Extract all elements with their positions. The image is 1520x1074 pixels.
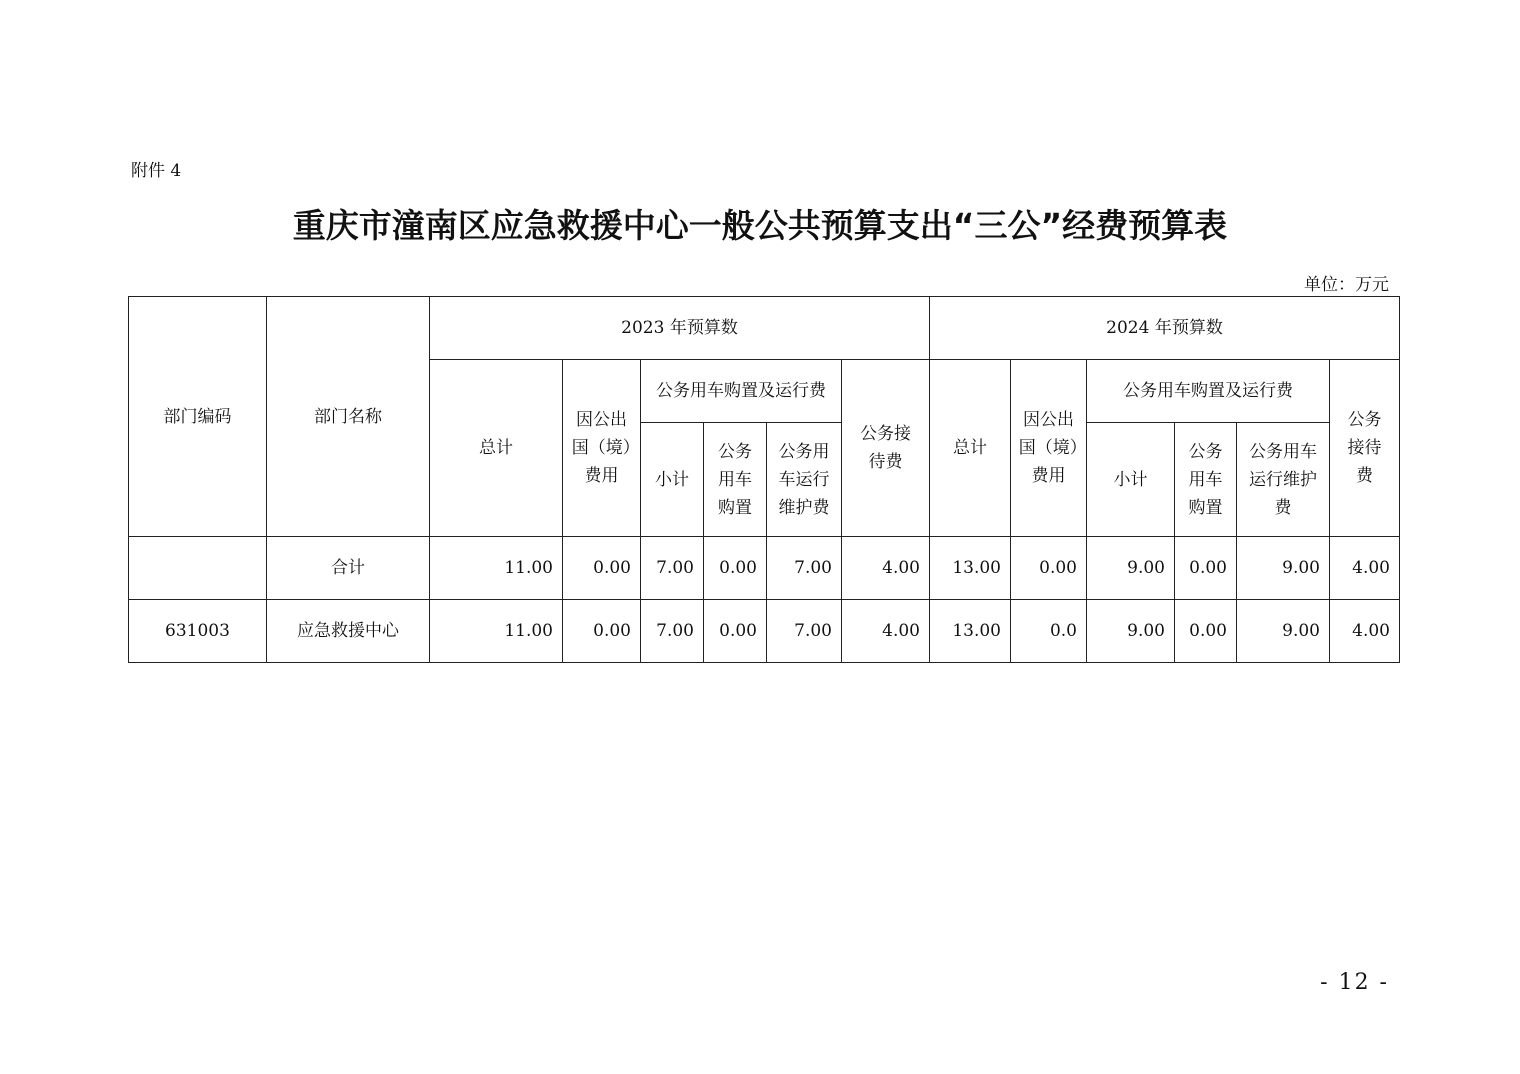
budget-table [128,296,1400,663]
cell-2023-subtotal: 7.00 [641,537,704,600]
page-title: 重庆市潼南区应急救援中心一般公共预算支出“三公”经费预算表 [292,206,1228,245]
attachment-label: 附件 4 [131,161,182,181]
cell-2023-total: 11.00 [430,537,563,600]
cell-2023-reception: 4.00 [842,600,930,663]
row-name: 应急救援中心 [267,600,430,663]
header-2024-vehicle-group: 公务用车购置及运行费 [1087,360,1330,423]
header-2024-vehicle-maint: 公务用车运行维护费 [1237,423,1330,537]
cell-2023-abroad: 0.00 [563,537,641,600]
cell-2023-purchase: 0.00 [704,537,767,600]
row-code [129,537,267,600]
table-row [129,600,1400,663]
cell-2024-total: 13.00 [930,537,1011,600]
table-row [129,537,1400,600]
cell-2023-abroad: 0.00 [563,600,641,663]
cell-2024-purchase: 0.00 [1175,600,1237,663]
cell-2024-purchase: 0.00 [1175,537,1237,600]
cell-2023-purchase: 0.00 [704,600,767,663]
cell-2024-subtotal: 9.00 [1087,600,1175,663]
cell-2023-subtotal: 7.00 [641,600,704,663]
header-2024-vehicle-purchase: 公务用车购置 [1175,423,1237,537]
row-code: 631003 [129,600,267,663]
row-name: 合计 [267,537,430,600]
cell-2024-maint: 9.00 [1237,537,1330,600]
header-dept-code: 部门编码 [129,297,267,537]
cell-2024-total: 13.00 [930,600,1011,663]
cell-2023-maint: 7.00 [767,537,842,600]
cell-2023-total: 11.00 [430,600,563,663]
unit-label: 单位：万元 [1304,275,1389,295]
cell-2024-maint: 9.00 [1237,600,1330,663]
header-2023-vehicle-maint: 公务用车运行维护费 [767,423,842,537]
header-2023-vehicle-group: 公务用车购置及运行费 [641,360,842,423]
header-2023: 2023 年预算数 [430,297,930,360]
cell-2024-reception: 4.00 [1330,600,1400,663]
header-2023-subtotal: 小计 [641,423,704,537]
header-2024-reception: 公务接待费 [1330,360,1400,537]
header-2023-vehicle-purchase: 公务用车购置 [704,423,767,537]
header-dept-name: 部门名称 [267,297,430,537]
cell-2023-maint: 7.00 [767,600,842,663]
cell-2024-reception: 4.00 [1330,537,1400,600]
header-2023-total: 总计 [430,360,563,537]
header-2024: 2024 年预算数 [930,297,1400,360]
cell-2024-abroad: 0.0 [1011,600,1087,663]
cell-2024-abroad: 0.00 [1011,537,1087,600]
header-2023-abroad: 因公出国（境）费用 [563,360,641,537]
page-number: - 12 - [1320,970,1389,995]
header-2023-reception: 公务接待费 [842,360,930,537]
header-2024-subtotal: 小计 [1087,423,1175,537]
header-2024-abroad: 因公出国（境）费用 [1011,360,1087,537]
cell-2024-subtotal: 9.00 [1087,537,1175,600]
header-2024-total: 总计 [930,360,1011,537]
cell-2023-reception: 4.00 [842,537,930,600]
